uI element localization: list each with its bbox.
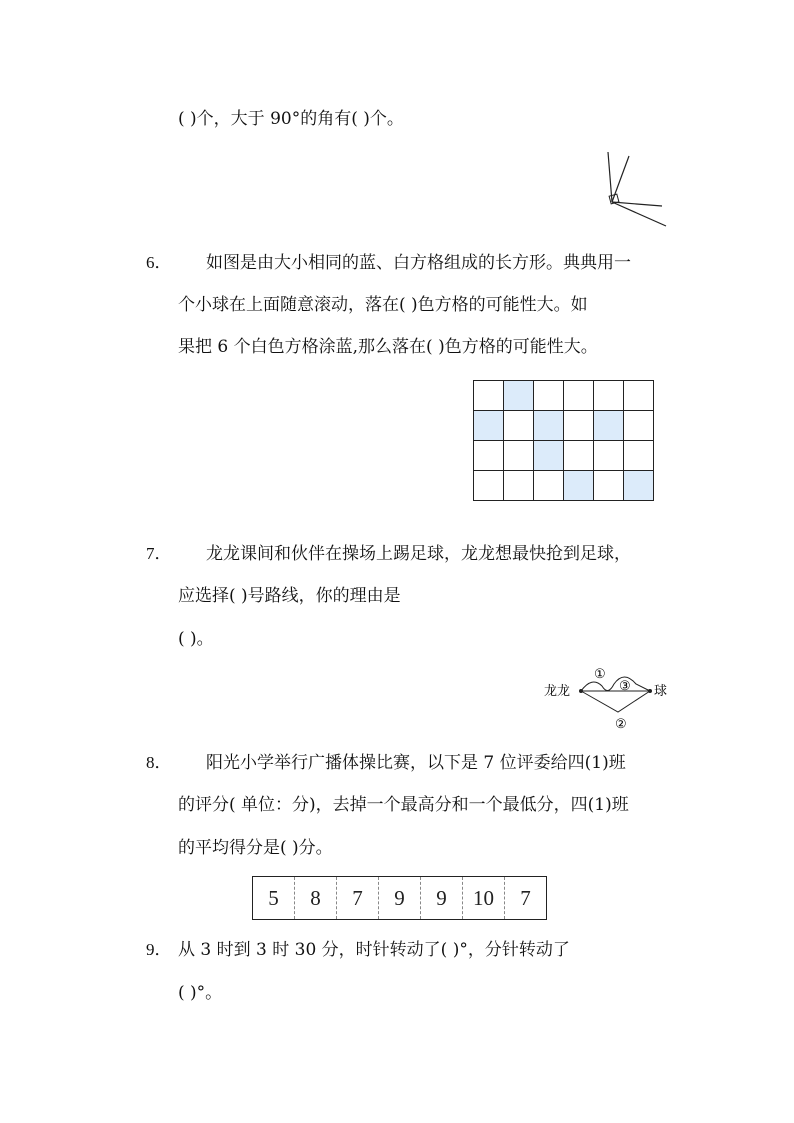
score-table <box>252 876 547 920</box>
q6-line-2: 个小球在上面随意滚动，落在( )色方格的可能性大。如 <box>178 295 588 315</box>
q6-line-1: 如图是由大小相同的蓝、白方格组成的长方形。典典用一 <box>206 253 631 273</box>
q5-answer-line: ( )个，大于 90°的角有( )个。 <box>178 109 404 129</box>
white-square <box>504 411 534 441</box>
white-square <box>534 471 564 501</box>
white-square <box>534 381 564 411</box>
score-cell: 7 <box>337 877 379 920</box>
blue-square <box>504 381 534 411</box>
white-square <box>564 441 594 471</box>
q8-line-1: 阳光小学举行广播体操比赛，以下是 7 位评委给四(1)班 <box>206 753 626 773</box>
q7-line-2: 应选择( )号路线，你的理由是 <box>178 586 401 606</box>
route-3-label: ③ <box>619 679 631 694</box>
score-cell: 10 <box>463 877 505 920</box>
white-square <box>474 471 504 501</box>
score-cell: 8 <box>295 877 337 920</box>
white-square <box>594 471 624 501</box>
blue-white-grid <box>473 380 654 501</box>
white-square <box>504 441 534 471</box>
white-square <box>564 411 594 441</box>
score-cell: 5 <box>268 885 279 910</box>
route-end-label: 球 <box>654 684 668 699</box>
route-2-path <box>581 691 650 712</box>
route-1-label: ① <box>594 667 606 682</box>
white-square <box>624 441 654 471</box>
white-square <box>594 441 624 471</box>
q9-line-2: ( )°。 <box>178 983 223 1003</box>
q9-number: 9． <box>146 940 172 959</box>
score-cell: 9 <box>379 877 421 920</box>
white-square <box>564 381 594 411</box>
route-2-label: ② <box>615 717 627 732</box>
q6-line-3: 果把 6 个白色方格涂蓝,那么落在( )色方格的可能性大。 <box>178 337 598 357</box>
blue-square <box>624 471 654 501</box>
q9-line-1: 从 3 时到 3 时 30 分，时针转动了( )°，分针转动了 <box>178 940 570 960</box>
white-square <box>504 471 534 501</box>
q7-line-1: 龙龙课间和伙伴在操场上踢足球，龙龙想最快抢到足球， <box>206 544 631 564</box>
q8-number: 8． <box>146 753 172 772</box>
blue-square <box>534 441 564 471</box>
q6-number: 6． <box>146 253 172 272</box>
q8-line-2: 的评分( 单位：分)，去掉一个最高分和一个最低分，四(1)班 <box>178 795 629 815</box>
white-square <box>594 381 624 411</box>
q8-line-3: 的平均得分是( )分。 <box>178 838 333 858</box>
blue-square <box>474 411 504 441</box>
white-square <box>474 441 504 471</box>
angle-figure <box>602 150 672 230</box>
blue-square <box>564 471 594 501</box>
score-cell: 7 <box>505 877 547 920</box>
route-1-path <box>581 677 650 691</box>
white-square <box>624 411 654 441</box>
route-figure <box>540 662 680 732</box>
score-cell: 9 <box>421 877 463 920</box>
blue-square <box>594 411 624 441</box>
blue-square <box>534 411 564 441</box>
q7-number: 7． <box>146 544 172 563</box>
route-start-label: 龙龙 <box>544 684 571 699</box>
angle-ray-vertical <box>608 152 612 202</box>
white-square <box>474 381 504 411</box>
q7-line-3: ( )。 <box>178 629 214 649</box>
white-square <box>624 381 654 411</box>
